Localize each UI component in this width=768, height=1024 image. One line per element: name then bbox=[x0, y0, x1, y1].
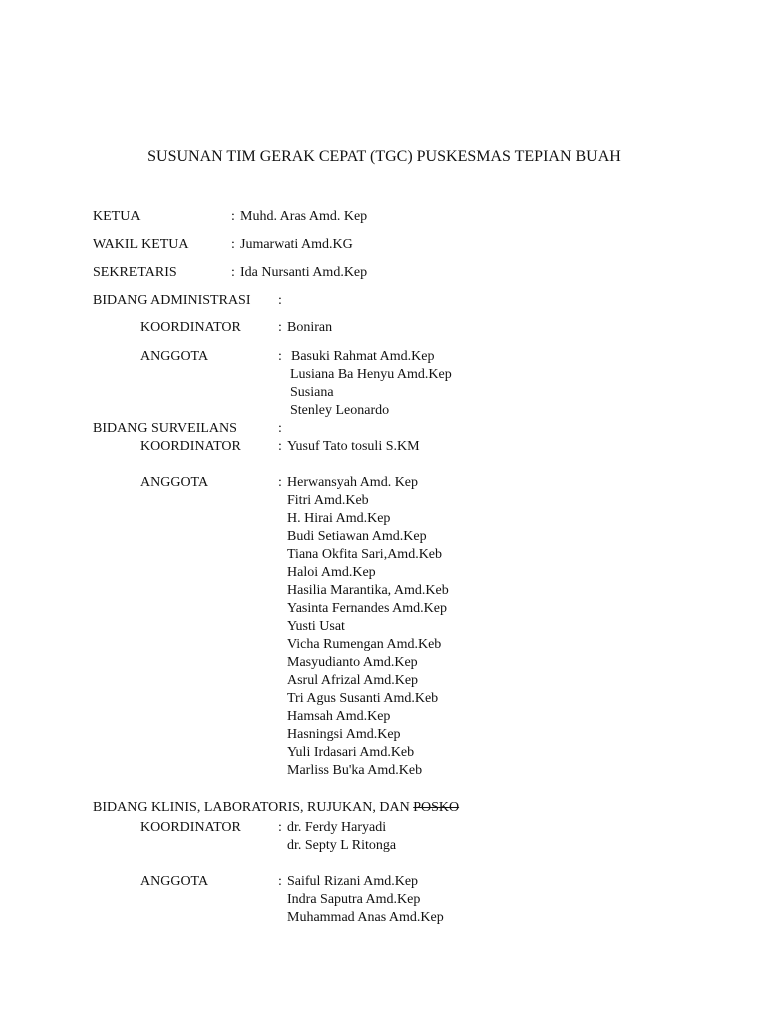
anggota-label: ANGGOTA bbox=[140, 874, 209, 889]
colon: : bbox=[278, 874, 282, 889]
anggota-name: Basuki Rahmat Amd.Kep bbox=[291, 349, 435, 364]
anggota-name: H. Hirai Amd.Kep bbox=[287, 511, 391, 526]
anggota-name: Budi Setiawan Amd.Kep bbox=[287, 529, 427, 544]
anggota-name: Tri Agus Susanti Amd.Keb bbox=[287, 691, 439, 706]
anggota-name: Indra Saputra Amd.Kep bbox=[287, 892, 421, 907]
colon: : bbox=[231, 237, 235, 252]
koordinator-label: KOORDINATOR bbox=[140, 439, 241, 454]
anggota-name: Susiana bbox=[290, 385, 334, 400]
colon: : bbox=[278, 349, 282, 364]
anggota-label: ANGGOTA bbox=[140, 349, 209, 364]
anggota-name: Fitri Amd.Keb bbox=[287, 493, 369, 508]
koordinator-label: KOORDINATOR bbox=[140, 820, 241, 835]
anggota-label: ANGGOTA bbox=[140, 475, 209, 490]
colon: : bbox=[231, 265, 235, 280]
document-title: SUSUNAN TIM GERAK CEPAT (TGC) PUSKESMAS TEPIAN BUAH bbox=[147, 148, 621, 165]
section-heading-surveilans: BIDANG SURVEILANS bbox=[93, 421, 237, 436]
anggota-name: Hasilia Marantika, Amd.Keb bbox=[287, 583, 449, 598]
koordinator-name: Yusuf Tato tosuli S.KM bbox=[287, 439, 420, 454]
anggota-name: Marliss Bu'ka Amd.Keb bbox=[287, 763, 423, 778]
anggota-name: Masyudianto Amd.Kep bbox=[287, 655, 418, 670]
colon: : bbox=[278, 320, 282, 335]
anggota-name: Hamsah Amd.Kep bbox=[287, 709, 391, 724]
ketua-label: KETUA bbox=[93, 209, 141, 224]
colon: : bbox=[231, 209, 235, 224]
koordinator-name: Boniran bbox=[287, 320, 333, 335]
koordinator-name: dr. Ferdy Haryadi bbox=[287, 820, 387, 835]
anggota-name: Asrul Afrizal Amd.Kep bbox=[287, 673, 419, 688]
section-heading-administrasi: BIDANG ADMINISTRASI bbox=[93, 293, 251, 308]
colon: : bbox=[278, 293, 282, 308]
colon: : bbox=[278, 421, 282, 436]
section-heading-text: BIDANG KLINIS, LABORATORIS, RUJUKAN, DAN bbox=[93, 800, 410, 815]
colon: : bbox=[278, 820, 282, 835]
anggota-name: Stenley Leonardo bbox=[290, 403, 390, 418]
anggota-name: Yuli Irdasari Amd.Keb bbox=[287, 745, 415, 760]
anggota-name: Lusiana Ba Henyu Amd.Kep bbox=[290, 367, 452, 382]
wakil-ketua-value: Jumarwati Amd.KG bbox=[240, 237, 353, 252]
struck-word: POSKO bbox=[413, 800, 460, 815]
sekretaris-value: Ida Nursanti Amd.Kep bbox=[240, 265, 368, 280]
anggota-name: Yasinta Fernandes Amd.Kep bbox=[287, 601, 447, 616]
anggota-name: Tiana Okfita Sari,Amd.Keb bbox=[287, 547, 443, 562]
anggota-name: Haloi Amd.Kep bbox=[287, 565, 376, 580]
koordinator-name: dr. Septy L Ritonga bbox=[287, 838, 397, 853]
sekretaris-label: SEKRETARIS bbox=[93, 265, 177, 280]
anggota-name: Hasningsi Amd.Kep bbox=[287, 727, 401, 742]
anggota-name: Vicha Rumengan Amd.Keb bbox=[287, 637, 442, 652]
anggota-name: Saiful Rizani Amd.Kep bbox=[287, 874, 419, 889]
colon: : bbox=[278, 475, 282, 490]
colon: : bbox=[278, 439, 282, 454]
section-heading-klinis bbox=[93, 799, 459, 817]
ketua-value: Muhd. Aras Amd. Kep bbox=[240, 209, 368, 224]
wakil-ketua-label: WAKIL KETUA bbox=[93, 237, 189, 252]
anggota-name: Herwansyah Amd. Kep bbox=[287, 475, 419, 490]
anggota-name: Yusti Usat bbox=[287, 619, 345, 634]
anggota-name: Muhammad Anas Amd.Kep bbox=[287, 910, 444, 925]
koordinator-label: KOORDINATOR bbox=[140, 320, 241, 335]
